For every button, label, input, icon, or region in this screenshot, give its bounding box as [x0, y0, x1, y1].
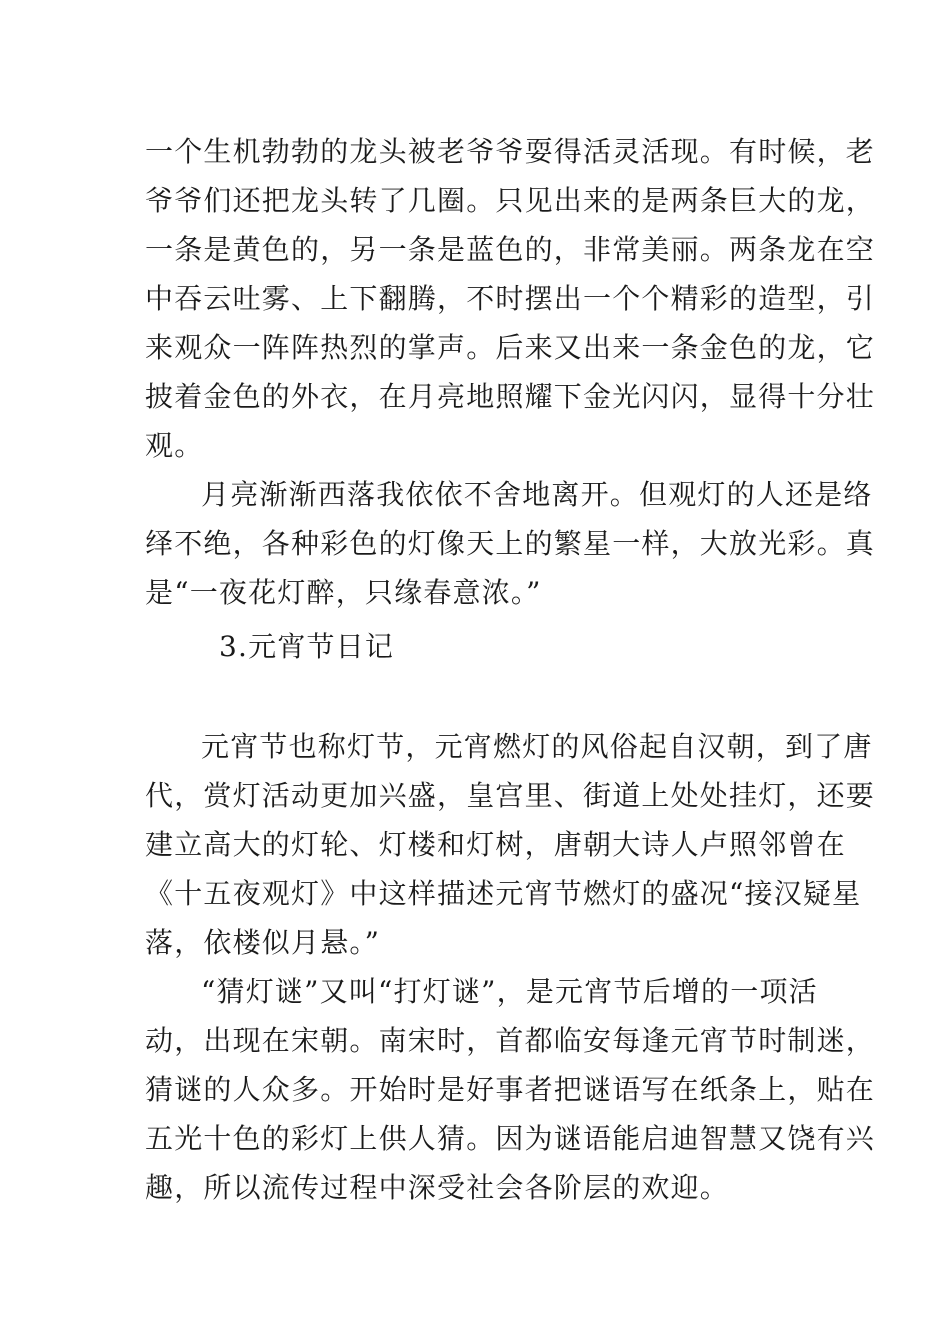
text-line: 趣，所以流传过程中深受社会各阶层的欢迎。: [145, 1171, 730, 1204]
text-line: 动，出现在宋朝。南宋时，首都临安每逢元宵节时制迷，: [145, 1024, 876, 1057]
paragraph-lantern-history: [145, 722, 876, 967]
text-line: 五光十色的彩灯上供人猜。因为谜语能启迪智慧又饶有兴: [145, 1122, 876, 1155]
text-line: 代，赏灯活动更加兴盛，皇宫里、街道上处处挂灯，还要: [145, 779, 876, 812]
paragraph-lantern-riddles: [145, 967, 876, 1212]
text-line: 月亮渐渐西落我依依不舍地离开。但观灯的人还是络: [201, 478, 873, 511]
text-line: 来观众一阵阵热烈的掌声。后来又出来一条金色的龙，它: [145, 331, 876, 364]
text-line: 建立高大的灯轮、灯楼和灯树，唐朝大诗人卢照邻曾在: [145, 828, 846, 861]
text-line: “猜灯谜”又叫“打灯谜”，是元宵节后增的一项活: [201, 975, 818, 1008]
heading-text: 3.元宵节日记: [219, 630, 395, 663]
text-line: 《十五夜观灯》中这样描述元宵节燃灯的盛况“接汉疑星: [145, 877, 862, 910]
text-line: 一条是黄色的，另一条是蓝色的，非常美丽。两条龙在空: [145, 233, 876, 266]
paragraph-dragon-dance: [145, 127, 876, 470]
text-line: 披着金色的外衣，在月亮地照耀下金光闪闪，显得十分壮: [145, 380, 876, 413]
text-line: 一个生机勃勃的龙头被老爷爷耍得活灵活现。有时候，老: [145, 135, 876, 168]
text-line: 绎不绝，各种彩色的灯像天上的繁星一样，大放光彩。真: [145, 527, 876, 560]
text-line: 中吞云吐雾、上下翻腾，不时摆出一个个精彩的造型，引: [145, 282, 876, 315]
text-line: 观。: [145, 429, 204, 462]
section-heading: [145, 622, 805, 671]
text-line: 落，依楼似月悬。”: [145, 926, 381, 959]
text-line: 元宵节也称灯节，元宵燃灯的风俗起自汉朝，到了唐: [201, 730, 873, 763]
text-line: 是“一夜花灯醉，只缘春意浓。”: [145, 576, 542, 609]
text-line: 爷爷们还把龙头转了几圈。只见出来的是两条巨大的龙，: [145, 184, 876, 217]
text-line: 猜谜的人众多。开始时是好事者把谜语写在纸条上，贴在: [145, 1073, 876, 1106]
paragraph-moon-setting: [145, 470, 876, 617]
